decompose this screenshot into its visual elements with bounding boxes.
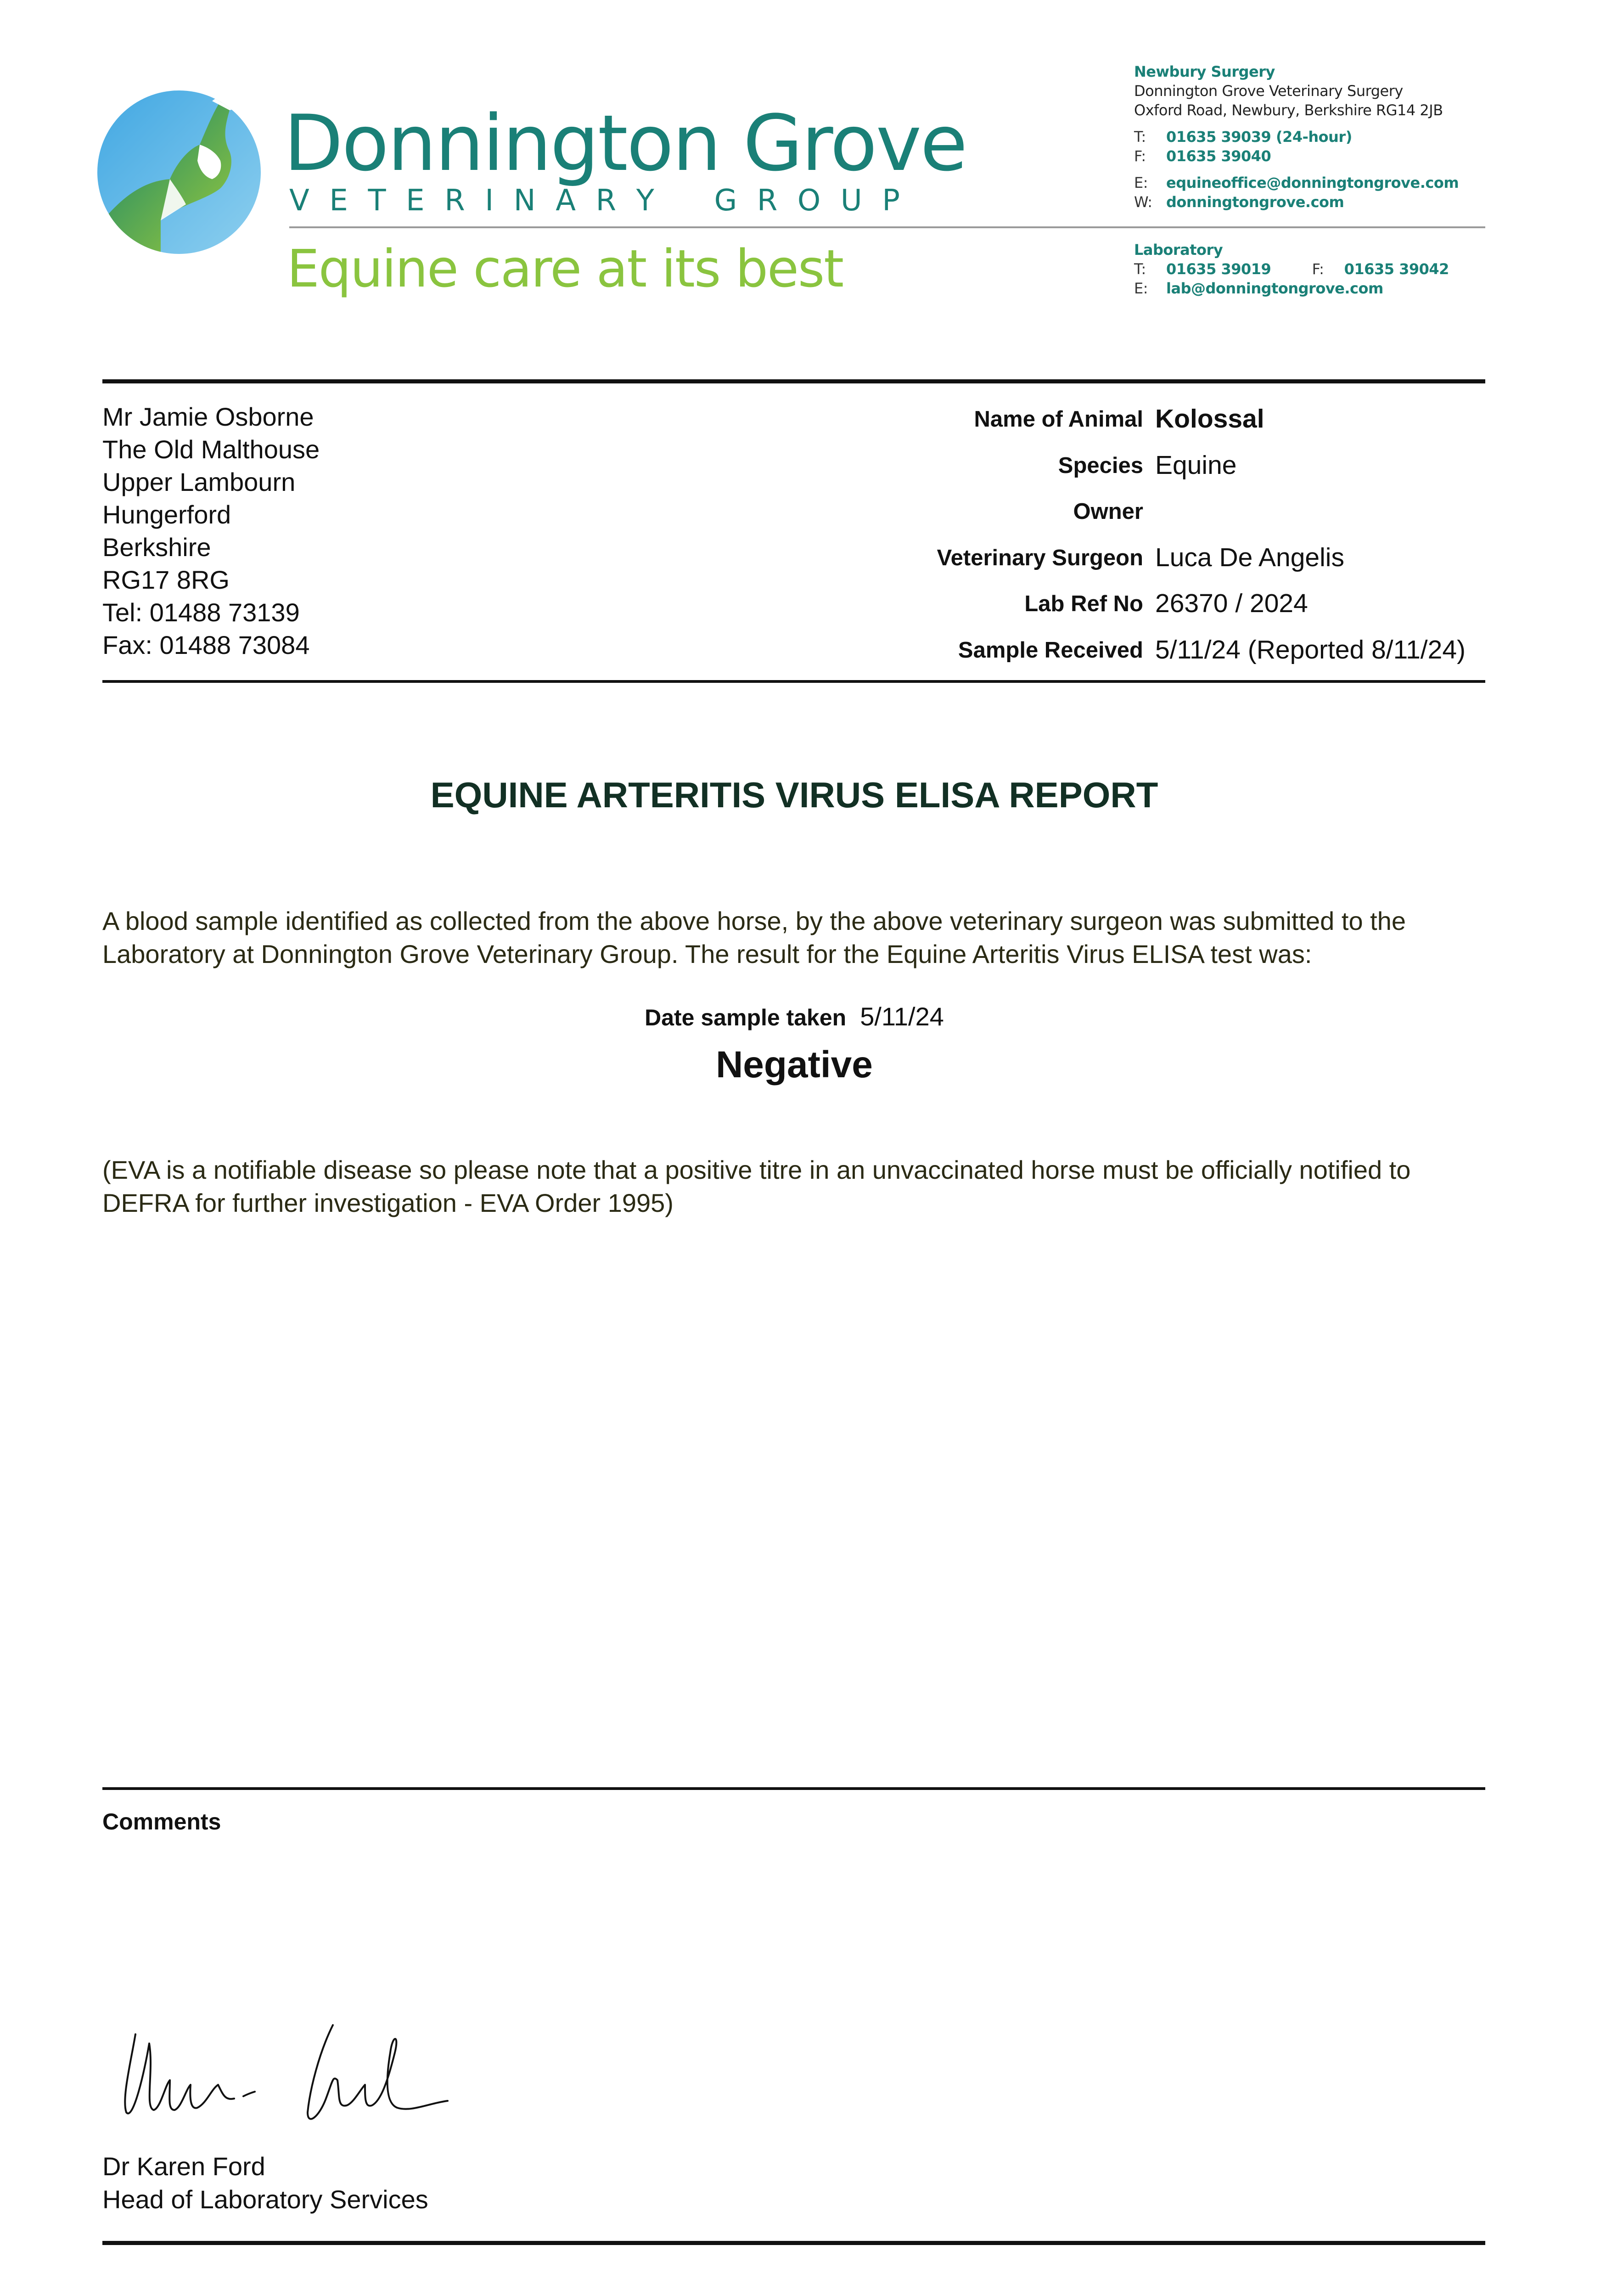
brand-subtitle: V E T E R I N A R Y G R O U P <box>289 184 900 218</box>
address-line: The Old Malthouse <box>102 435 320 464</box>
animal-name-value: Kolossal <box>1155 404 1264 433</box>
address-line: Berkshire <box>102 533 211 562</box>
report-title: EQUINE ARTERITIS VIRUS ELISA REPORT <box>430 775 1158 815</box>
received-label: Sample Received <box>958 637 1143 663</box>
signatory-title: Head of Laboratory Services <box>102 2185 428 2214</box>
brand-name: Donnington Grove <box>284 98 966 188</box>
date-taken-value: 5/11/24 <box>860 1002 944 1031</box>
newbury-contact-block: Newbury Surgery Donnington Grove Veterinary Surgery Oxford Road, Newbury, Berkshire RG14 2JB T: 01635 39039 (24-hour) F: 01635 39040 E: equineoffice@donningtongrove.com W: donningtongrove.com <box>1134 63 1459 211</box>
animal-name-label: Name of Animal <box>974 407 1143 432</box>
comments-divider <box>102 1787 1485 1790</box>
vet-value: Luca De Angelis <box>1155 542 1344 572</box>
detail-row-received <box>781 634 1497 681</box>
address-line: RG17 8RG <box>102 565 230 594</box>
detail-row-labref <box>781 588 1497 634</box>
newbury-fax: 01635 39040 <box>1166 147 1271 165</box>
details-divider <box>102 680 1485 683</box>
laboratory-phone[interactable]: 01635 39019 <box>1166 260 1271 278</box>
labref-value: 26370 / 2024 <box>1155 589 1308 618</box>
comments-label: Comments <box>102 1809 221 1835</box>
labref-label: Lab Ref No <box>1024 591 1143 616</box>
newbury-address-line-2: Oxford Road, Newbury, Berkshire RG14 2JB <box>1134 101 1443 119</box>
laboratory-email-link[interactable]: lab@donningtongrove.com <box>1166 280 1383 297</box>
signatory <box>102 2150 428 2216</box>
address-fax: Fax: 01488 73084 <box>102 630 310 659</box>
laboratory-contact-block: Laboratory T: 01635 39019 F: 01635 39042 E: lab@donningtongrove.com <box>1134 241 1449 297</box>
date-sample-taken <box>0 1000 1589 1034</box>
newbury-phone[interactable]: 01635 39039 (24-hour) <box>1166 128 1352 146</box>
address-line: Mr Jamie Osborne <box>102 402 314 431</box>
animal-details <box>781 403 1497 680</box>
detail-row-animal <box>781 403 1497 450</box>
newbury-address-line-1: Donnington Grove Veterinary Surgery <box>1134 82 1403 100</box>
recipient-address <box>102 400 320 661</box>
intro-paragraph: A blood sample identified as collected from the above horse, by the above veterinary surgeon was submitted to the Laboratory at Donnington Grove Veterinary Group. The result for the Equine Arteritis Virus ELISA test was: <box>102 906 1406 968</box>
detail-row-vet <box>781 542 1497 588</box>
signature-icon <box>117 2016 484 2135</box>
logo-horse-head-icon <box>92 83 266 257</box>
species-label: Species <box>1058 453 1143 478</box>
detail-row-species <box>781 450 1497 496</box>
header-divider <box>289 226 1485 228</box>
signatory-name: Dr Karen Ford <box>102 2152 265 2181</box>
species-value: Equine <box>1155 450 1237 480</box>
test-result: Negative <box>716 1044 873 1086</box>
received-value: 5/11/24 (Reported 8/11/24) <box>1155 635 1466 664</box>
bottom-divider <box>102 2241 1485 2245</box>
website-link[interactable]: donningtongrove.com <box>1166 193 1344 211</box>
newbury-heading: Newbury Surgery <box>1134 63 1275 80</box>
vet-label: Veterinary Surgeon <box>937 545 1143 570</box>
detail-row-owner <box>781 495 1497 542</box>
address-line: Hungerford <box>102 500 231 529</box>
eva-notice: (EVA is a notifiable disease so please note that a positive titre in an unvaccinated horse must be officially notified to DEFRA for further investigation - EVA Order 1995) <box>102 1155 1411 1217</box>
date-taken-label: Date sample taken <box>645 1005 847 1030</box>
laboratory-fax: 01635 39042 <box>1344 260 1449 278</box>
laboratory-heading: Laboratory <box>1134 241 1223 259</box>
top-divider <box>102 379 1485 383</box>
owner-label: Owner <box>1073 499 1143 524</box>
address-tel: Tel: 01488 73139 <box>102 598 300 627</box>
newbury-email-link[interactable]: equineoffice@donningtongrove.com <box>1166 174 1459 191</box>
tagline: Equine care at its best <box>287 239 843 299</box>
address-line: Upper Lambourn <box>102 467 296 496</box>
